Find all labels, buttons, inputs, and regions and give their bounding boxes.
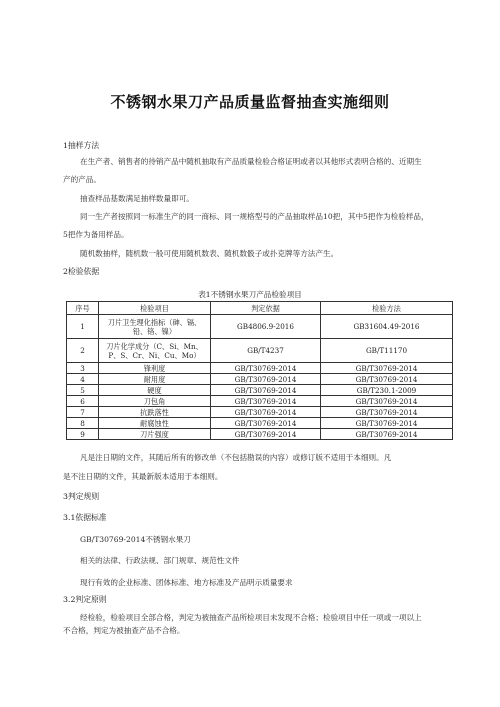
table-cell: GB/T30769-2014 [211, 385, 321, 396]
table-cell: GB31604.49-2016 [321, 315, 453, 339]
table-row [67, 385, 453, 396]
table-cell: GB/T30769-2014 [321, 429, 453, 440]
table-cell: GB4806.9-2016 [211, 315, 321, 339]
table-row [67, 363, 453, 374]
table-cell: GB/T4237 [211, 339, 321, 363]
table-row [67, 418, 453, 429]
standard-list-item: 现行有效的企业标准、团体标准、地方标准及产品明示质量要求 [80, 578, 293, 587]
table-cell: GB/T30769-2014 [321, 396, 453, 407]
table-cell: 刀包角 [99, 396, 211, 407]
table-cell: GB/T30769-2014 [211, 429, 321, 440]
table-row [67, 315, 453, 339]
table-row [67, 407, 453, 418]
table-row [67, 339, 453, 363]
section-3-1-heading: 3.1依据标准 [63, 513, 107, 522]
table-cell: 硬度 [99, 385, 211, 396]
column-header: 判定依据 [211, 302, 321, 315]
table-note: 凡是注日期的文件，其随后所有的修改单（不包括勘误的内容）或修订版不适用于本细则。凡 [80, 453, 392, 462]
table-cell: 8 [67, 418, 99, 429]
table-note-cont: 是不注日期的文件，其最新版本适用于本细则。 [63, 472, 223, 481]
table-cell: 刀片化学成分（C、Si、Mn、P、S、Cr、Ni、Cu、Mo） [99, 339, 211, 363]
standard-list-item: GB/T30769-2014不锈钢水果刀 [80, 535, 191, 544]
table-cell: 4 [67, 374, 99, 385]
section-3-heading: 3判定规则 [63, 492, 100, 501]
table-caption: 表1不锈钢水果刀产品检验项目 [198, 290, 302, 299]
table-cell: 耐腐蚀性 [99, 418, 211, 429]
table-cell: GB/T30769-2014 [321, 363, 453, 374]
section-3-2-heading: 3.2判定原则 [63, 595, 107, 604]
section-1-paragraph: 在生产者、销售者的待销产品中随机抽取有产品质量检验合格证明或者以其他形式表明合格的、近期生 [80, 157, 422, 166]
judgment-paragraph-cont: 不合格，判定为被抽查产品不合格。 [63, 626, 185, 635]
table-cell: GB/T30769-2014 [321, 407, 453, 418]
column-header: 检验方法 [321, 302, 453, 315]
inspection-items-table [66, 301, 453, 440]
section-1-paragraph-cont: 产的产品。 [63, 175, 101, 184]
table-cell: GB/T30769-2014 [211, 374, 321, 385]
standard-list-item: 相关的法律、行政法规、部门规章、规范性文件 [80, 556, 240, 565]
table-cell: GB/T30769-2014 [211, 407, 321, 418]
table-cell: 9 [67, 429, 99, 440]
table-cell: GB/T30769-2014 [211, 396, 321, 407]
section-1-heading: 1抽样方法 [63, 141, 100, 150]
table-cell: 刀片强度 [99, 429, 211, 440]
section-1-paragraph: 同一生产者按照同一标准生产的同一商标、同一规格型号的产品抽取样品10把，其中5把作为检验样品， [80, 212, 429, 221]
table-cell: 刀片卫生理化指标（砷、镉、铅、铬、镍） [99, 315, 211, 339]
table-cell: GB/T30769-2014 [321, 374, 453, 385]
section-1-paragraph: 随机数抽样，随机数一般可使用随机数表、随机数骰子或扑克牌等方法产生。 [80, 249, 339, 258]
table-cell: 6 [67, 396, 99, 407]
table-row [67, 396, 453, 407]
column-header: 序号 [67, 302, 99, 315]
section-2-heading: 2检验依据 [63, 267, 100, 276]
table-header-row [67, 302, 453, 315]
section-1-paragraph-cont: 5把作为备用样品。 [63, 230, 129, 239]
column-header: 检验项目 [99, 302, 211, 315]
table-cell: 3 [67, 363, 99, 374]
table-cell: 耐用度 [99, 374, 211, 385]
table-row [67, 374, 453, 385]
table-cell: 5 [67, 385, 99, 396]
document-title: 不锈钢水果刀产品质量监督抽查实施细则 [110, 93, 390, 111]
table-cell: GB/T30769-2014 [211, 363, 321, 374]
table-cell: 1 [67, 315, 99, 339]
table-cell: GB/T11170 [321, 339, 453, 363]
table-row [67, 429, 453, 440]
table-cell: 7 [67, 407, 99, 418]
table-cell: 2 [67, 339, 99, 363]
table-cell: 锋利度 [99, 363, 211, 374]
table-cell: GB/T30769-2014 [321, 418, 453, 429]
judgment-paragraph: 经检验，检验项目全部合格，判定为被抽查产品所检项目未发现不合格；检验项目中任一项或一项以上 [80, 613, 422, 622]
table-cell: GB/T230.1-2009 [321, 385, 453, 396]
section-1-paragraph: 抽查样品基数满足抽样数量即可。 [80, 194, 194, 203]
table-cell: GB/T30769-2014 [211, 418, 321, 429]
table-cell: 抗跌落性 [99, 407, 211, 418]
